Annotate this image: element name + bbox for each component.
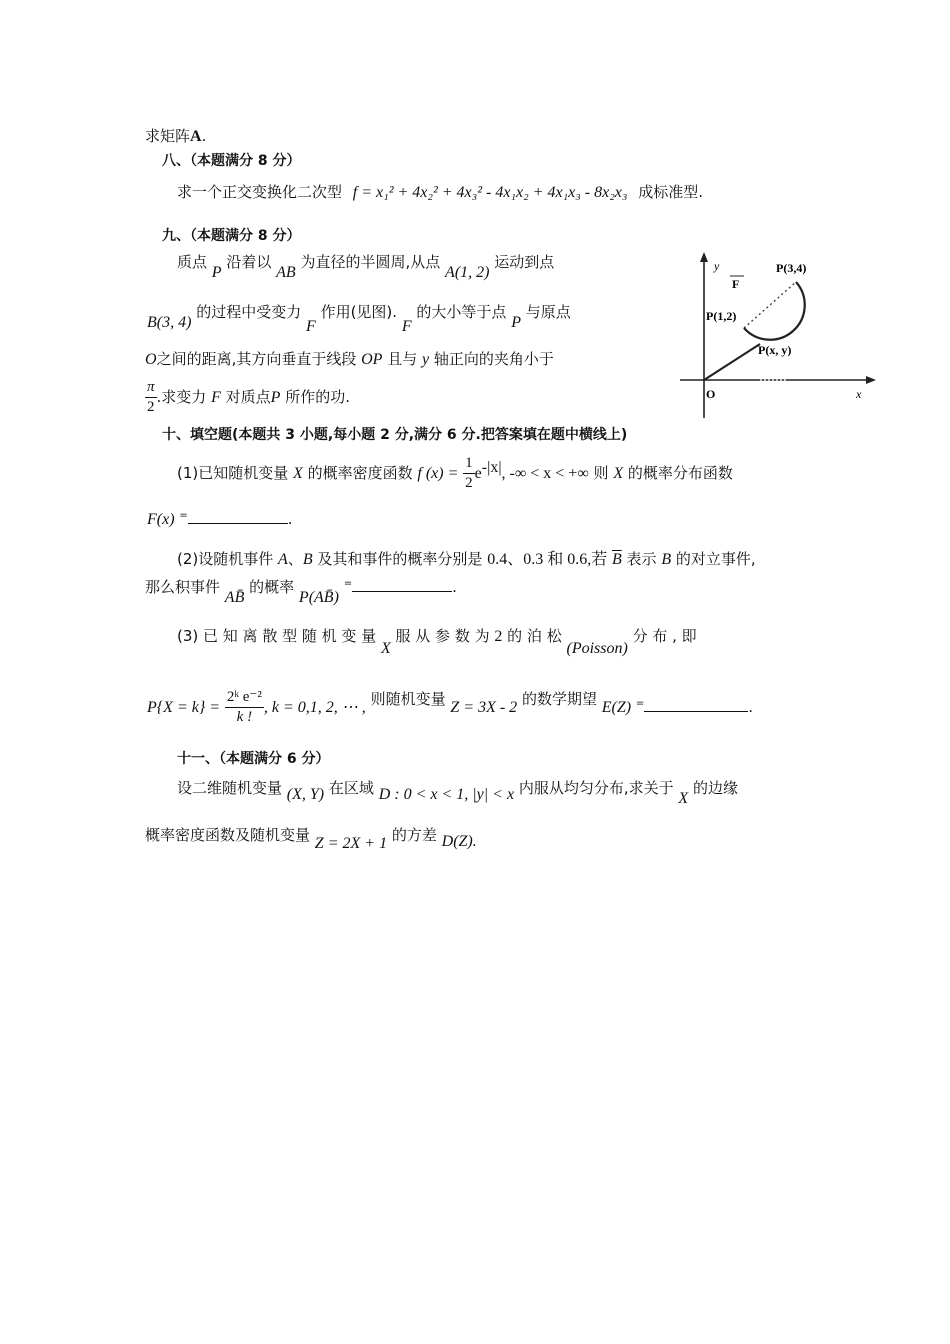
x-arrow — [866, 376, 876, 384]
q9-sym-f: F — [306, 318, 316, 335]
poisson-pmf: P{X = k} = — [147, 698, 221, 716]
q8-body — [177, 183, 703, 203]
q10-text: (1)已知随机变量 — [177, 463, 289, 482]
equals: = — [179, 510, 188, 521]
q9-sym-p: P — [211, 264, 222, 281]
q9-sym-op: OP — [361, 351, 383, 368]
diameter-dotted — [744, 282, 796, 328]
q9-text: 为直径的半圆周,从点 — [300, 253, 441, 271]
expect-z: E(Z) — [601, 698, 632, 716]
pair-xy: (X, Y) — [286, 786, 325, 803]
sym-ab-bar: AB̄ — [224, 589, 245, 606]
sym-a: A — [278, 551, 288, 568]
q10-p1-answer — [147, 510, 292, 530]
fig-label-y: y — [714, 259, 720, 273]
q9-text: 所作的功. — [285, 387, 350, 406]
q10-text: 的对立事件, — [675, 550, 756, 568]
exp-power: -|x| — [481, 458, 502, 476]
q9-sym-p: P — [511, 314, 521, 331]
q10-text: 的概率分布函数 — [627, 463, 733, 482]
q9-text: 与原点 — [525, 303, 571, 321]
q10-text: 分 布 , 即 — [632, 627, 697, 645]
q9-text: 作用(见图). — [320, 303, 398, 321]
q11-text: 内服从均匀分布,求关于 — [518, 779, 674, 797]
prob-ab-bar: P(AB̄) — [298, 589, 339, 606]
pdf-range: , -∞ < x < +∞ — [501, 464, 589, 482]
frac-den: k ! — [236, 708, 253, 725]
param-two: 2 — [494, 628, 503, 645]
q10-text: 表示 — [626, 550, 657, 568]
period: . — [452, 578, 457, 596]
exp-base: e — [474, 464, 482, 482]
q10-p2 — [177, 550, 756, 570]
q10-title: 十、填空题(本题共 3 小题,每小题 2 分,满分 6 分.把答案填在题中横线上) — [162, 427, 628, 443]
sym-x: X — [380, 640, 391, 657]
q10-text: 及其和事件的概率分别是 — [317, 550, 483, 568]
variance-z: D(Z). — [441, 833, 477, 850]
q9-sym-ab: AB — [276, 264, 296, 281]
q9-text: 轴正向的夹角小于 — [433, 350, 554, 368]
q9-text: 沿着以 — [226, 253, 272, 271]
q9-point-a: A(1, 2) — [445, 264, 490, 281]
q10-values: 0.4、0.3 和 0.6,若 — [487, 551, 608, 568]
q10-p3 — [177, 627, 697, 657]
sym-x: X — [613, 464, 624, 482]
q9-line4 — [145, 378, 350, 417]
q9-figure — [680, 248, 880, 418]
fig-label-f: F — [732, 277, 740, 291]
q9-title: 九、（本题满分 8 分） — [162, 228, 301, 244]
q9-text: 之间的距离,其方向垂直于线段 — [156, 350, 357, 368]
q10-text: 、 — [287, 550, 303, 568]
sym-b-bar: $\overline{B}$ — [611, 551, 622, 568]
q10-p1 — [177, 454, 733, 493]
frac-num: π — [145, 378, 157, 398]
carry-line — [145, 127, 206, 147]
frac-den: 2 — [465, 474, 473, 491]
answer-blank-1[interactable] — [188, 523, 288, 524]
poisson: (Poisson) — [566, 640, 628, 657]
frac-num: 2ᵏ e⁻² — [225, 688, 264, 708]
q11-title: 十一、（本题满分 6 分） — [177, 751, 330, 767]
semicircle-arc — [744, 282, 805, 340]
fig-label-pxy: P(x, y) — [758, 343, 792, 357]
q9-sym-o: O — [145, 351, 157, 368]
q8-formula: f = x₁² + 4x₂² + 4x₃² - 4x₁x₂ + 4x₁x₃ - 8x₂x₃ — [352, 184, 628, 201]
y-arrow — [700, 252, 708, 262]
fig-label-x: x — [856, 387, 862, 401]
k-range: , k = 0,1, 2, ⋯ , — [263, 698, 366, 716]
equals: = — [343, 578, 353, 589]
q10-text: 的概率 — [249, 578, 295, 596]
segment-op — [704, 344, 760, 380]
q11-text: 在区域 — [328, 779, 374, 797]
q10-text: (2)设随机事件 — [177, 550, 274, 568]
fig-label-p12: P(1,2) — [706, 309, 737, 323]
fig-label-p34: P(3,4) — [776, 261, 807, 275]
sym-b: B — [302, 551, 313, 568]
q9-sym-f: F — [211, 388, 221, 406]
q8-lead: 求一个正交变换化二次型 — [177, 183, 343, 201]
pmf-frac — [225, 688, 264, 727]
answer-blank-3[interactable] — [644, 711, 748, 712]
period: . — [748, 697, 754, 716]
q10-text: 的概率密度函数 — [307, 463, 413, 482]
q10-text: 则随机变量 — [370, 689, 446, 708]
q10-p2-answer — [145, 578, 457, 606]
period: . — [287, 510, 293, 528]
fig-label-o: O — [706, 387, 716, 401]
frac-num: 1 — [463, 454, 475, 474]
pi-over-2 — [145, 378, 157, 417]
q9-text: 的过程中受变力 — [196, 303, 302, 321]
q9-point-b: B(3, 4) — [147, 314, 192, 331]
q11-line2 — [145, 826, 477, 852]
q9-text: 且与 — [387, 350, 418, 368]
frac-half — [463, 454, 475, 493]
q9-line2 — [147, 303, 571, 335]
q9-text: 质点 — [177, 253, 208, 271]
q10-text: (3) 已 知 离 散 型 随 机 变 量 — [177, 627, 377, 645]
q11-text: 概率密度函数及随机变量 — [145, 826, 311, 844]
q10-text: 那么积事件 — [145, 578, 221, 596]
equals: = — [635, 697, 645, 709]
q10-p3-answer — [147, 688, 753, 727]
carry-text: 求矩阵 — [145, 127, 191, 145]
pdf-fx: f (x) = — [417, 464, 459, 482]
z-def: Z = 3X - 2 — [450, 698, 518, 716]
q9-text: 的大小等于点 — [416, 303, 507, 321]
answer-blank-2[interactable] — [352, 591, 452, 592]
region-d: D : 0 < x < 1, |y| < x — [378, 786, 515, 803]
q9-line3 — [145, 350, 554, 370]
matrix-a: A — [190, 128, 202, 145]
q11-text: 设二维随机变量 — [177, 779, 283, 797]
q10-text: 服 从 参 数 为 — [395, 627, 490, 645]
q9-text: .求变力 — [156, 387, 207, 406]
q8-tail: 成标准型. — [638, 183, 704, 201]
sym-x: X — [678, 790, 689, 807]
q9-sym-f: F — [401, 318, 412, 335]
z-def: Z = 2X + 1 — [314, 835, 388, 852]
q9-text: 运动到点 — [494, 253, 555, 271]
q10-text: 的 泊 松 — [507, 627, 562, 645]
q9-sym-p: P — [270, 388, 281, 406]
q10-text: 的数学期望 — [521, 689, 597, 708]
q11-line1 — [177, 779, 738, 807]
sym-x: X — [293, 464, 303, 482]
q9-text: 对质点 — [225, 387, 271, 406]
carry-end: . — [201, 127, 207, 145]
q11-text: 的方差 — [391, 826, 437, 844]
q9-line1 — [177, 253, 555, 281]
q10-text: 则 — [593, 463, 609, 482]
q9-sym-y: y — [422, 351, 430, 368]
frac-den: 2 — [147, 398, 155, 415]
cdf-fx: F(x) — [147, 511, 175, 528]
q8-title: 八、（本题满分 8 分） — [162, 153, 301, 169]
q11-text: 的边缘 — [692, 779, 738, 797]
sym-b: B — [661, 551, 672, 568]
